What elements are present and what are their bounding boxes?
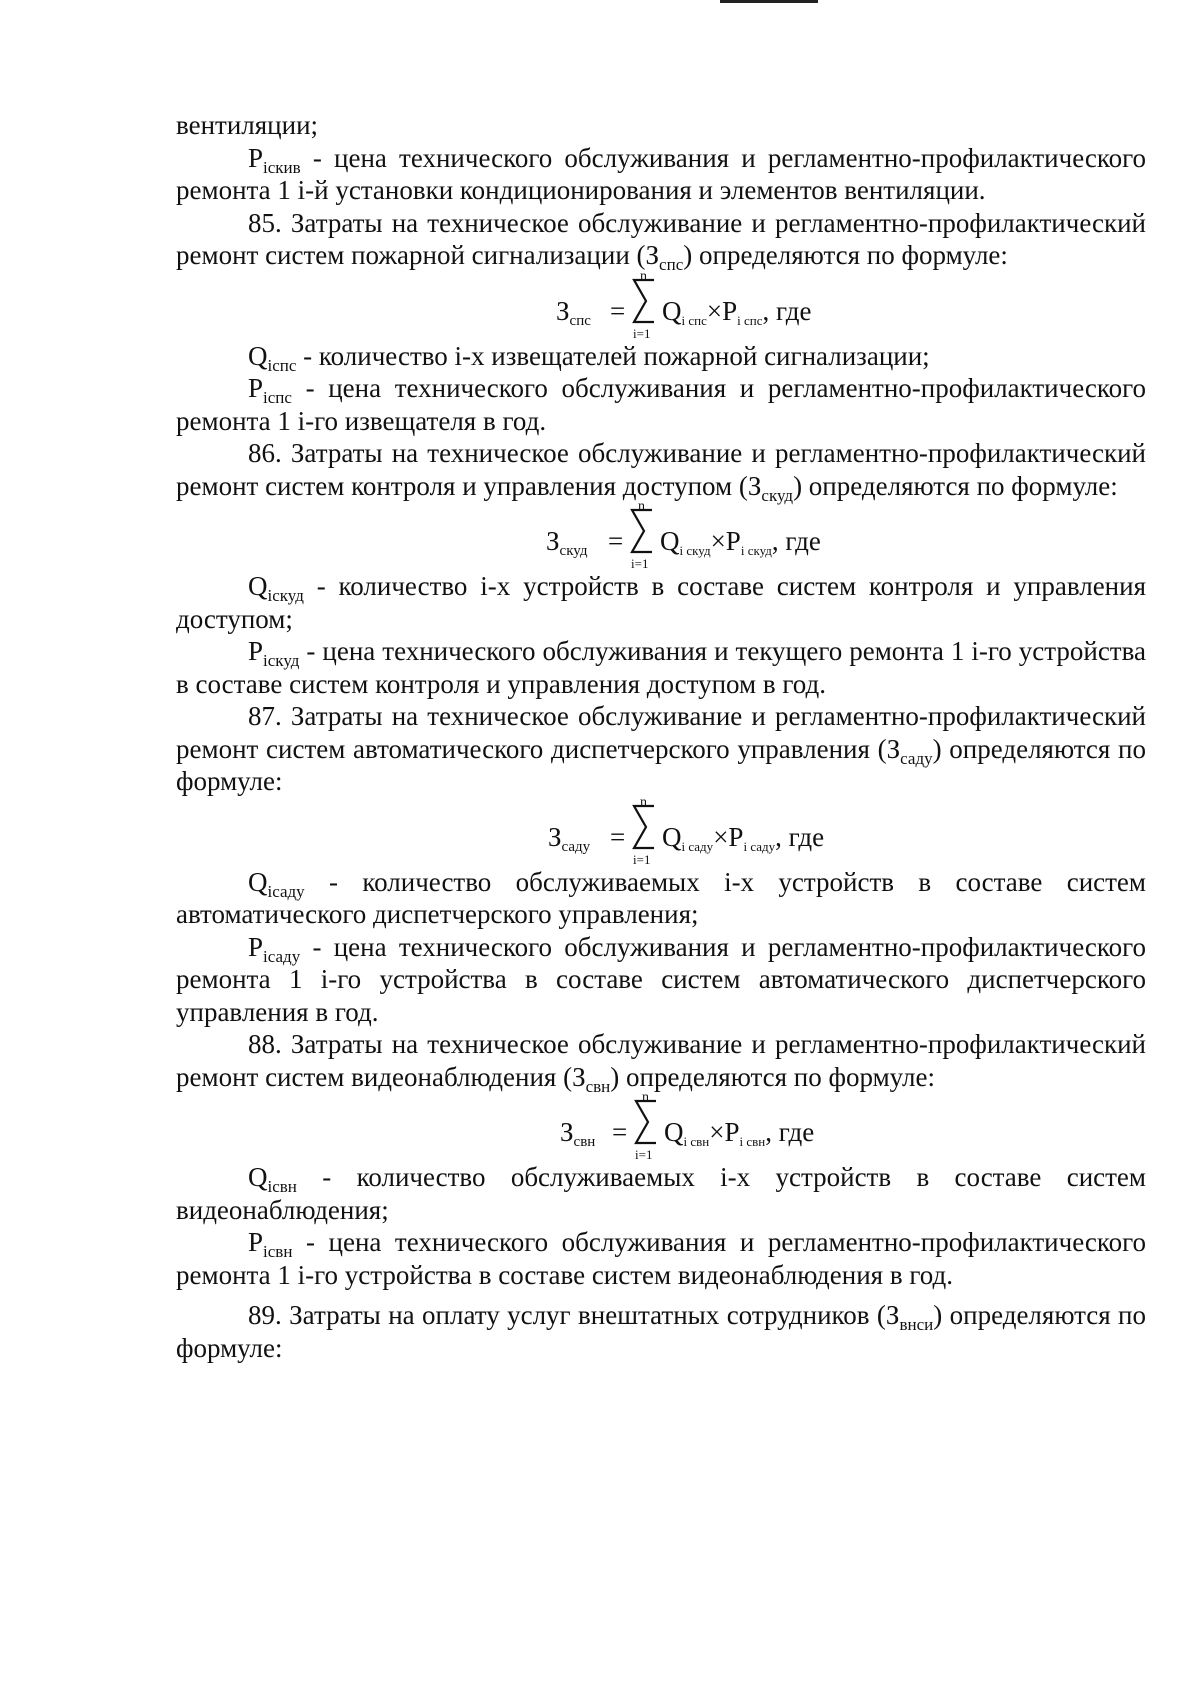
definition-psadu: $P_{iсаду}$ - цена технического обслуживания и регламентно-профилактического ремонта 1 i-го устройства в составе систем автоматического диспетчерского управления в год. <box>176 931 1146 1027</box>
definition-qskud: $Q_{iскуд}$ - количество i-х устройств в составе систем контроля и управления доступом; <box>176 571 1146 634</box>
paragraph-88: 88. Затраты на техническое обслуживание и регламентно-профилактический ремонт систем видеонаблюдения $(З_{свн})$ определяются по формуле: <box>176 1029 1146 1096</box>
top-edge-line <box>720 0 818 3</box>
formula-85: Зспс = n i=1 Qi спс×Pi спс, где <box>556 268 812 341</box>
definition-qspc: $Q_{iспс}$ - количество i-х извещателей пожарной сигнализации; <box>248 340 930 375</box>
formula-88: Зсвн = n i=1 Qi свн×Pi свн, где <box>560 1090 815 1162</box>
paragraph-89: 89. Затраты на оплату услуг внештатных сотрудников $(З_{внси})$ определяются по формуле: <box>176 1300 1147 1363</box>
formula-87: Зсаду = n i=1 Qi саду×Pi саду, где <box>548 794 825 867</box>
definition-rskiv: $P_{iскив}$ - цена технического обслуживания и регламентно-профилактического ремонта 1 i-й установки кондиционирования и элементов вентиляции. <box>176 142 1146 205</box>
paragraph-85: 85. Затраты на техническое обслуживание и регламентно-профилактический ремонт систем пожарной сигнализации $(З_{спс})$ определяются по формуле: <box>176 207 1146 274</box>
definition-psvn: $P_{iсвн}$ - цена технического обслуживания и регламентно-профилактического ремонта 1 i-го устройства в составе систем видеонаблюдения в год. <box>176 1227 1146 1290</box>
definition-pskud: $P_{iскуд}$ - цена технического обслуживания и текущего ремонта 1 i-го устройства в составе систем контроля и управления доступом в год. <box>176 636 1146 699</box>
paragraph-prev-end: вентиляции; <box>176 110 319 140</box>
document-body <box>176 109 1146 1364</box>
definition-qsvn: $Q_{iсвн}$ - количество обслуживаемых i-х устройств в составе систем видеонаблюдения; <box>176 1162 1146 1225</box>
paragraph-87: 87. Затраты на техническое обслуживание и регламентно-профилактический ремонт систем автоматического диспетчерского управления $(З_{саду})$ определяются по формуле: <box>176 701 1146 796</box>
paragraph-86: 86. Затраты на техническое обслуживание и регламентно-профилактический ремонт систем контроля и управления доступом $(З_{скуд})$ определяются по формуле: <box>176 438 1146 505</box>
definition-pspc: $P_{iспс}$ - цена технического обслуживания и регламентно-профилактического ремонта 1 i-го извещателя в год. <box>176 373 1146 436</box>
formula-86: Зскуд = n i=1 Qi скуд×Pi скуд, где <box>546 499 821 571</box>
definition-qsadu: $Q_{iсаду}$ - количество обслуживаемых i-х устройств в составе систем автоматического диспетчерского управления; <box>176 866 1146 929</box>
